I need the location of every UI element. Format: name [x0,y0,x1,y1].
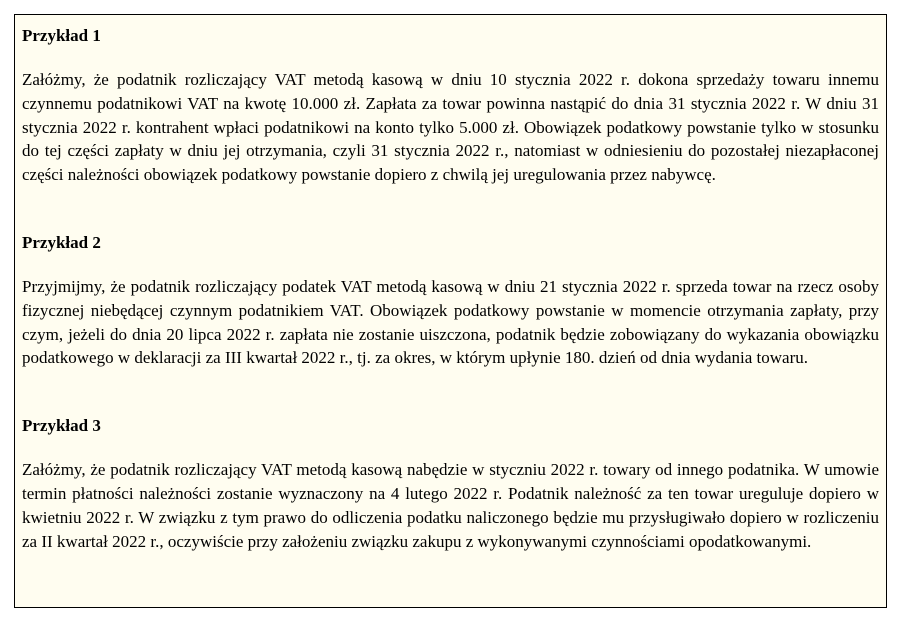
example-2-title: Przykład 2 [22,232,101,252]
spacer [22,187,879,232]
example-1-title: Przykład 1 [22,26,101,45]
examples-box [14,14,887,608]
example-3 [22,415,879,553]
example-2-text: Przyjmijmy, że podatnik rozliczający podatek VAT metodą kasową w dniu 21 stycznia 2022 r. sprzeda towar na rzecz osoby fizycznej niebędącej czynnym podatnikiem VAT. Obowiązek podatkowy powstanie w momencie otrzymania zapłaty, przy czym, jeżeli do dnia 20 lipca 2022 r. zapłata nie zostanie uiszczona, podatnik będzie zobowiązany do wykazania obowiązku podatkowego w deklaracji za III kwartał 2022 r., tj. za okres, w którym upłynie 180. dzień od dnia wydania towaru. [22,276,879,368]
example-1 [22,25,879,187]
example-2 [22,232,879,370]
example-3-text: Załóżmy, że podatnik rozliczający VAT metodą kasową nabędzie w styczniu 2022 r. towary od innego podatnika. W umowie termin płatności należności zostanie wyznaczony na 4 lutego 2022 r. Podatnik należność za ten towar ureguluje dopiero w kwietniu 2022 r. W związku z tym prawo do odliczenia podatku naliczonego będzie mu przysługiwało dopiero w rozliczeniu za II kwartał 2022 r., oczywiście przy założeniu związku zakupu z wykonywanymi czynnościami opodatkowanymi. [22,460,879,551]
example-1-text: Załóżmy, że podatnik rozliczający VAT metodą kasową w dniu 10 stycznia 2022 r. dokona sprzedaży towaru innemu czynnemu podatnikowi VAT na kwotę 10.000 zł. Zapłata za towar powinna nastąpić do dnia 31 stycznia 2022 r. W dniu 31 stycznia 2022 r. kontrahent wpłaci podatnikowi na konto tylko 5.000 zł. Obowiązek podatkowy powstanie tylko w stosunku do tej części zapłaty w dniu jej otrzymania, czyli 31 stycznia 2022 r., natomiast w odniesieniu do pozostałej niezapłaconej części należności obowiązek podatkowy powstanie dopiero z chwilą jej uregulowania przez nabywcę. [22,70,879,185]
spacer [22,370,879,415]
example-3-title: Przykład 3 [22,416,101,436]
